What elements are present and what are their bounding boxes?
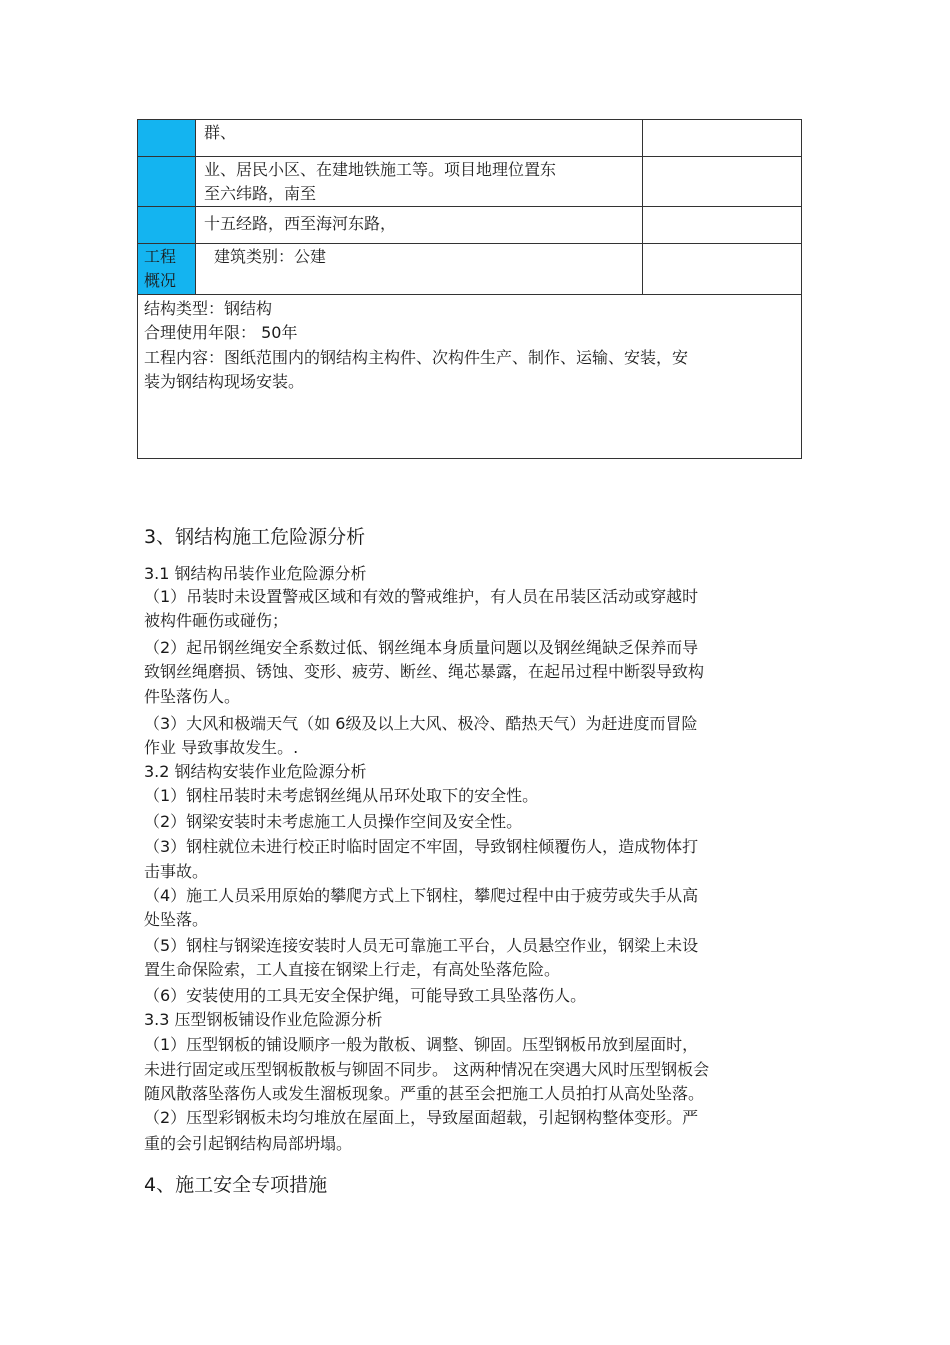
paragraph-line: （4）施工人员采用原始的攀爬方式上下钢柱，攀爬过程中由于疲劳或失手从高 <box>144 886 699 905</box>
table-row-divider <box>137 156 802 157</box>
label-cell-row1 <box>138 120 195 156</box>
row-label: 工程 <box>144 247 177 266</box>
table-border-top <box>137 119 802 120</box>
paragraph-line: 件坠落伤人。 <box>144 687 241 706</box>
table-cell-text: 合理使用年限： 50年 <box>144 323 298 342</box>
paragraph-line: （3）钢柱就位未进行校正时临时固定不牢固，导致钢柱倾覆伤人，造成物体打 <box>144 837 699 856</box>
table-cell-text: 至六纬路，南至 <box>204 184 317 203</box>
table-row-divider <box>137 294 802 295</box>
label-cell-row3 <box>138 207 195 243</box>
table-cell-text: 业、居民小区、在建地铁施工等。项目地理位置东 <box>204 160 557 179</box>
paragraph-line: 被构件砸伤或碰伤； <box>144 611 289 630</box>
subsection-heading: 3.1 钢结构吊装作业危险源分析 <box>144 564 367 583</box>
paragraph-line: （1）钢柱吊装时未考虑钢丝绳从吊环处取下的安全性。 <box>144 786 539 805</box>
paragraph-line: 致钢丝绳磨损、锈蚀、变形、疲劳、断丝、绳芯暴露，在起吊过程中断裂导致构 <box>144 662 705 681</box>
paragraph-line: 处坠落。 <box>144 910 209 929</box>
paragraph-line: 未进行固定或压型钢板散板与铆固不同步。 这两种情况在突遇大风时压型钢板会 <box>144 1060 710 1079</box>
paragraph-line: 击事故。 <box>144 862 209 881</box>
table-row-divider <box>137 206 802 207</box>
table-border-right <box>801 119 802 459</box>
label-cell-row2 <box>138 157 195 206</box>
paragraph-line: 置生命保险索，工人直接在钢梁上行走，有高处坠落危险。 <box>144 960 561 979</box>
section-heading: 3、钢结构施工危险源分析 <box>144 526 366 548</box>
row-label: 概况 <box>144 271 177 290</box>
paragraph-line: （5）钢柱与钢梁连接安装时人员无可靠施工平台，人员悬空作业，钢梁上未设 <box>144 936 699 955</box>
subsection-heading: 3.3 压型钢板铺设作业危险源分析 <box>144 1010 383 1029</box>
table-row-divider <box>137 243 802 244</box>
subsection-heading: 3.2 钢结构安装作业危险源分析 <box>144 762 367 781</box>
table-cell-text: 工程内容：图纸范围内的钢结构主构件、次构件生产、制作、运输、安装，安 <box>144 348 689 367</box>
paragraph-line: 随风散落坠落伤人或发生溜板现象。严重的甚至会把施工人员拍打从高处坠落。 <box>144 1084 705 1103</box>
table-cell-text: 十五经路，西至海河东路， <box>204 214 397 233</box>
table-col-divider <box>642 119 643 295</box>
table-border-left <box>137 119 138 459</box>
table-cell-text: 群、 <box>204 123 237 142</box>
table-cell-text: 建筑类别：公建 <box>214 247 327 266</box>
paragraph-line: 作业 导致事故发生。. <box>144 738 299 757</box>
paragraph-line: （3）大风和极端天气（如 6级及以上大风、极冷、酷热天气）为赶进度而冒险 <box>144 714 698 733</box>
table-cell-text: 装为钢结构现场安装。 <box>144 372 305 391</box>
table-col-divider <box>195 119 196 295</box>
section-heading: 4、施工安全专项措施 <box>144 1174 328 1196</box>
paragraph-line: （6）安装使用的工具无安全保护绳，可能导致工具坠落伤人。 <box>144 986 587 1005</box>
paragraph-line: （2）钢梁安装时未考虑施工人员操作空间及安全性。 <box>144 812 523 831</box>
paragraph-line: （1）吊装时未设置警戒区域和有效的警戒维护，有人员在吊装区活动或穿越时 <box>144 587 699 606</box>
table-cell-text: 结构类型：钢结构 <box>144 299 273 318</box>
paragraph-line: （1）压型钢板的铺设顺序一般为散板、调整、铆固。压型钢板吊放到屋面时， <box>144 1035 699 1054</box>
table-border-bottom <box>137 458 802 459</box>
paragraph-line: （2）压型彩钢板未均匀堆放在屋面上，导致屋面超载，引起钢构整体变形。严 <box>144 1108 699 1127</box>
paragraph-line: （2）起吊钢丝绳安全系数过低、钢丝绳本身质量问题以及钢丝绳缺乏保养而导 <box>144 638 699 657</box>
paragraph-line: 重的会引起钢结构局部坍塌。 <box>144 1134 353 1153</box>
